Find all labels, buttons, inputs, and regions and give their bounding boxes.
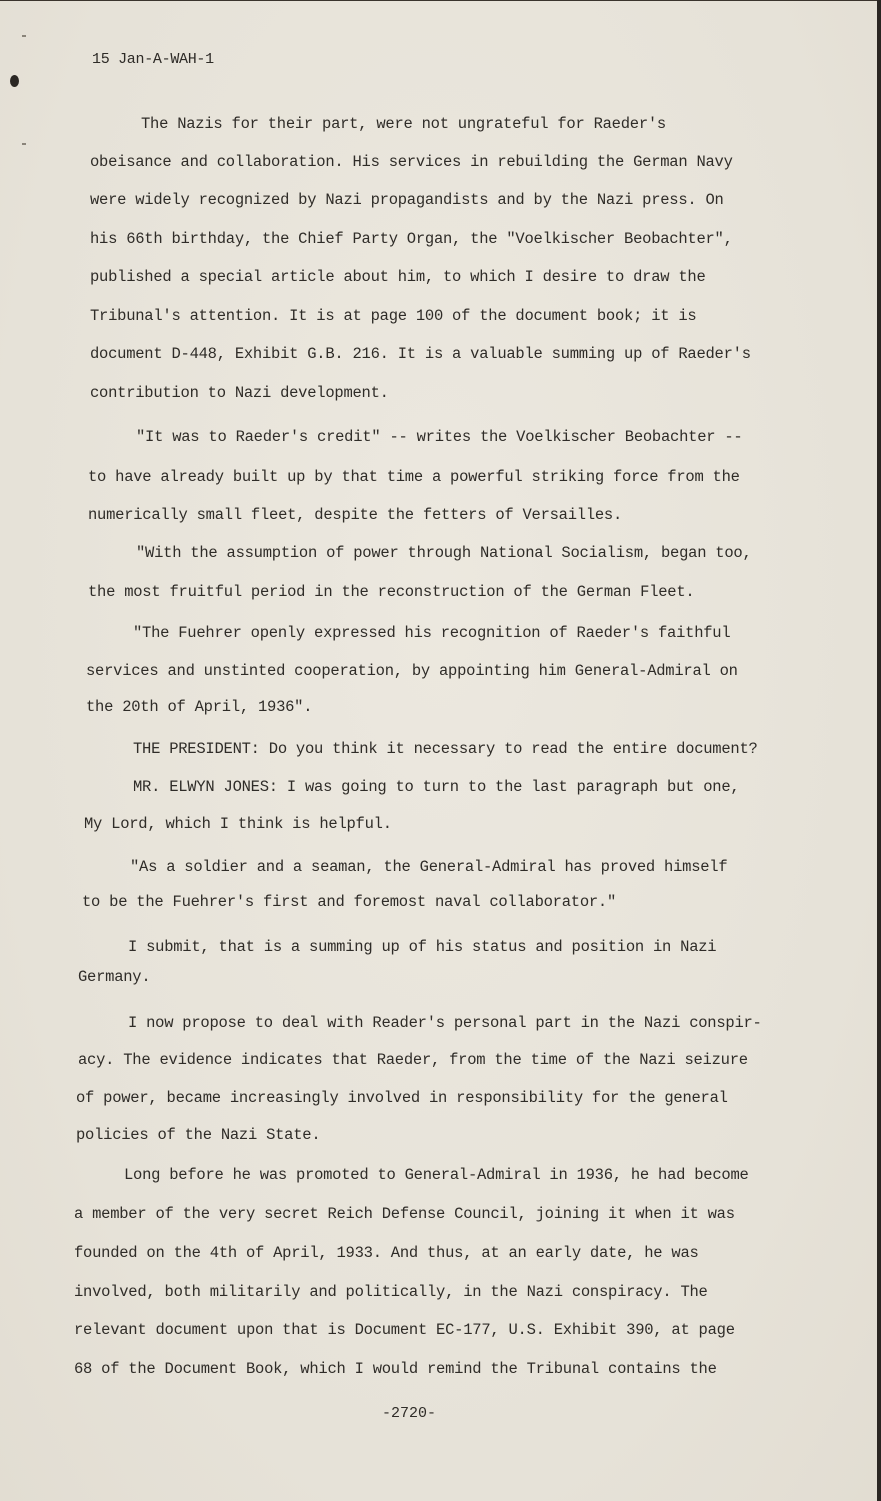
speaker-line: MR. ELWYN JONES: I was going to turn to the last paragraph but one, bbox=[133, 778, 740, 796]
text-line: a member of the very secret Reich Defense Council, joining it when it was bbox=[74, 1205, 735, 1223]
text-line: published a special article about him, to which I desire to draw the bbox=[90, 268, 706, 286]
text-line: involved, both militarily and politically, in the Nazi conspiracy. The bbox=[74, 1283, 708, 1301]
punch-hole bbox=[10, 75, 19, 87]
text-line: relevant document upon that is Document EC-177, U.S. Exhibit 390, at page bbox=[74, 1321, 735, 1339]
text-line: to be the Fuehrer's first and foremost naval collaborator." bbox=[82, 893, 617, 911]
text-line: founded on the 4th of April, 1933. And thus, at an early date, he was bbox=[74, 1244, 699, 1262]
text-line: his 66th birthday, the Chief Party Organ, the "Voelkischer Beobachter", bbox=[90, 230, 733, 248]
text-line: obeisance and collaboration. His services in rebuilding the German Navy bbox=[90, 153, 733, 171]
text-line: "With the assumption of power through National Socialism, began too, bbox=[136, 544, 752, 562]
page-number: -2720- bbox=[382, 1405, 437, 1422]
text-line: "It was to Raeder's credit" -- writes the Voelkischer Beobachter -- bbox=[136, 428, 743, 446]
text-line: "The Fuehrer openly expressed his recognition of Raeder's faithful bbox=[133, 624, 731, 642]
text-line: Germany. bbox=[78, 968, 151, 986]
text-line: My Lord, which I think is helpful. bbox=[84, 815, 392, 833]
text-line: the most fruitful period in the reconstruction of the German Fleet. bbox=[88, 583, 695, 601]
text-line: I now propose to deal with Reader's personal part in the Nazi conspir- bbox=[128, 1014, 762, 1032]
text-line: acy. The evidence indicates that Raeder, from the time of the Nazi seizure bbox=[78, 1051, 748, 1069]
text-line: Long before he was promoted to General-Admiral in 1936, he had become bbox=[124, 1166, 749, 1184]
text-line: of power, became increasingly involved in responsibility for the general bbox=[76, 1089, 728, 1107]
speaker-line: THE PRESIDENT: Do you think it necessary to read the entire document? bbox=[133, 740, 758, 758]
text-line: 68 of the Document Book, which I would remind the Tribunal contains the bbox=[74, 1360, 717, 1378]
text-line: The Nazis for their part, were not ungrateful for Raeder's bbox=[141, 115, 666, 133]
document-header: 15 Jan-A-WAH-1 bbox=[92, 51, 214, 68]
text-line: to have already built up by that time a powerful striking force from the bbox=[88, 468, 740, 486]
text-line: Tribunal's attention. It is at page 100 of the document book; it is bbox=[90, 307, 697, 325]
text-line: services and unstinted cooperation, by appointing him General-Admiral on bbox=[86, 662, 738, 680]
text-line: the 20th of April, 1936". bbox=[86, 698, 313, 716]
text-line: numerically small fleet, despite the fetters of Versailles. bbox=[88, 506, 623, 524]
text-line: I submit, that is a summing up of his status and position in Nazi bbox=[128, 938, 717, 956]
text-line: document D-448, Exhibit G.B. 216. It is a valuable summing up of Raeder's bbox=[90, 345, 751, 363]
text-line: contribution to Nazi development. bbox=[90, 384, 389, 402]
edge-mark bbox=[22, 143, 26, 145]
text-line: were widely recognized by Nazi propagandists and by the Nazi press. On bbox=[90, 191, 724, 209]
text-line: policies of the Nazi State. bbox=[76, 1126, 321, 1144]
text-line: "As a soldier and a seaman, the General-Admiral has proved himself bbox=[130, 858, 728, 876]
edge-mark bbox=[22, 35, 26, 37]
